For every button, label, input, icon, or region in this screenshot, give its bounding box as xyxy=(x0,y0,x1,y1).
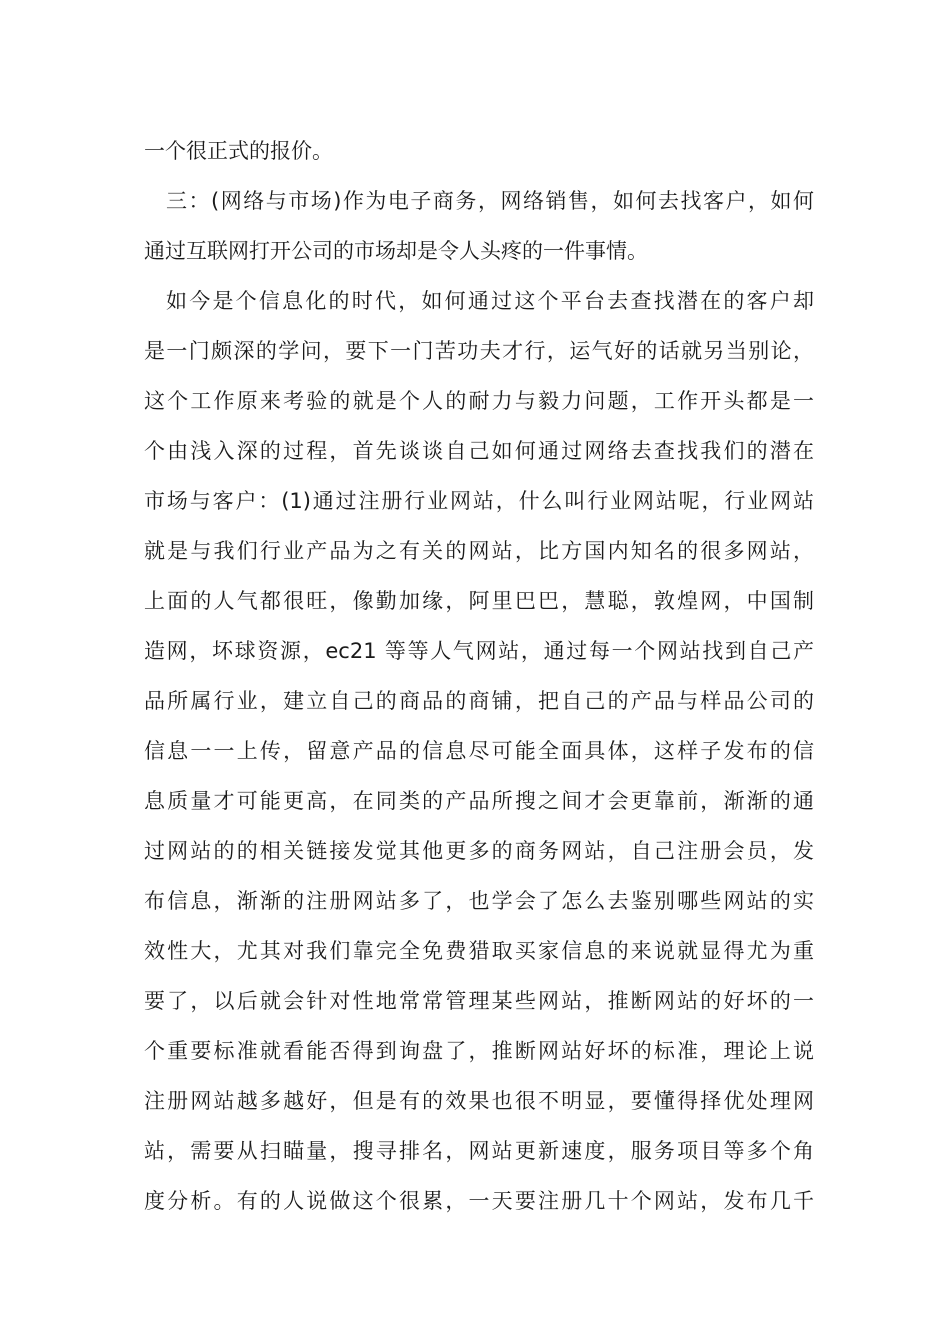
text-line: 造网，坏球资源，ec21 等等人气网站，通过每一个网站找到自己产 xyxy=(144,639,814,663)
document-body xyxy=(144,126,814,1226)
text-line: 就是与我们行业产品为之有关的网站，比方国内知名的很多网站， xyxy=(144,539,814,563)
text-line: 息质量才可能更高，在同类的产品所搜之间才会更靠前，渐渐的通 xyxy=(144,789,814,813)
text-line: 一个很正式的报价。 xyxy=(144,139,333,163)
text-line: 通过互联网打开公司的市场却是令人头疼的一件事情。 xyxy=(144,239,648,263)
text-line: 布信息，渐渐的注册网站多了，也学会了怎么去鉴别哪些网站的实 xyxy=(144,889,814,913)
text-line: 个由浅入深的过程，首先谈谈自己如何通过网络去查找我们的潜在 xyxy=(144,439,814,463)
text-line: 度分析。有的人说做这个很累，一天要注册几十个网站，发布几千 xyxy=(144,1189,814,1213)
text-line: 效性大，尤其对我们靠完全免费猎取买家信息的来说就显得尤为重 xyxy=(144,939,814,963)
text-line: 这个工作原来考验的就是个人的耐力与毅力问题，工作开头都是一 xyxy=(144,389,814,413)
text-line: 是一门颇深的学问，要下一门苦功夫才行，运气好的话就另当别论， xyxy=(144,339,814,363)
text-line: 上面的人气都很旺，像勤加缘，阿里巴巴，慧聪，敦煌网，中国制 xyxy=(144,589,814,613)
text-line: 站，需要从扫瞄量，搜寻排名，网站更新速度，服务项目等多个角 xyxy=(144,1139,814,1163)
text-line: 市场与客户：(1)通过注册行业网站，什么叫行业网站呢，行业网站 xyxy=(144,489,814,513)
text-line: 信息一一上传，留意产品的信息尽可能全面具体，这样子发布的信 xyxy=(144,739,814,763)
text-line: 注册网站越多越好，但是有的效果也很不明显，要懂得择优处理网 xyxy=(144,1089,814,1113)
text-line: 品所属行业，建立自己的商品的商铺，把自己的产品与样品公司的 xyxy=(144,689,814,713)
text-line: 个重要标准就看能否得到询盘了，推断网站好坏的标准，理论上说 xyxy=(144,1039,814,1063)
text-line: 过网站的的相关链接发觉其他更多的商务网站，自己注册会员，发 xyxy=(144,839,814,863)
text-line: 三：(网络与市场)作为电子商务，网络销售，如何去找客户，如何 xyxy=(166,189,814,213)
text-line: 如今是个信息化的时代，如何通过这个平台去查找潜在的客户却 xyxy=(166,289,814,313)
text-line: 要了，以后就会针对性地常常管理某些网站，推断网站的好坏的一 xyxy=(144,989,814,1013)
